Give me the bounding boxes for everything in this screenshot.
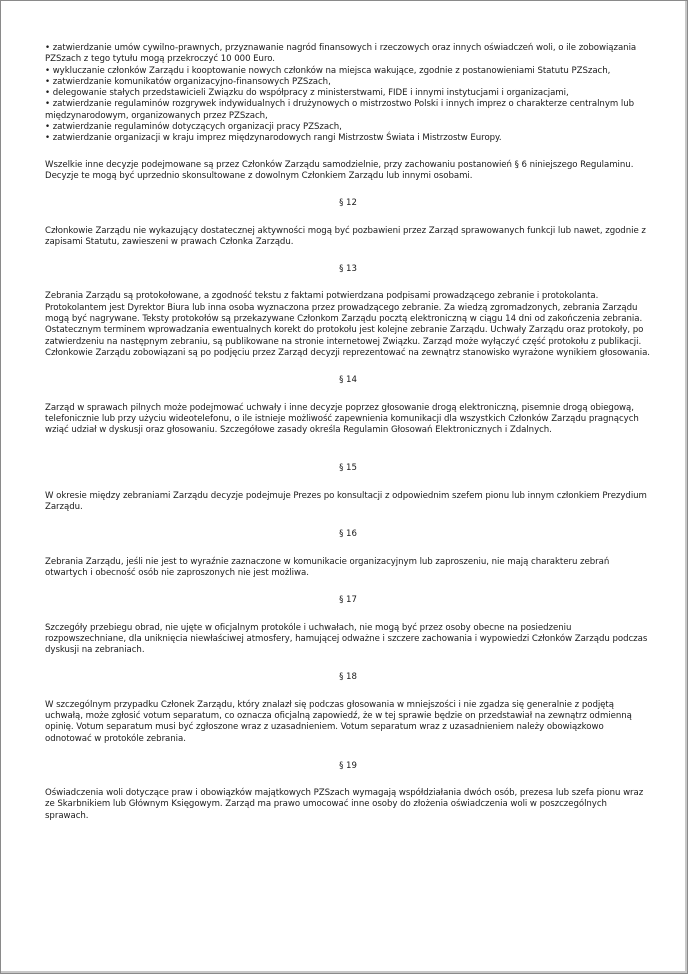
bullet-item: • delegowanie stałych przedstawicieli Związku do współpracy z ministerstwami, FIDE i innymi instytucjami i organizacjami, (45, 88, 651, 99)
section-number: § 17 (339, 595, 357, 606)
bullet-item: • zatwierdzanie regulaminów dotyczących organizacji pracy PZSzach, (45, 122, 651, 133)
intro-paragraph: Wszelkie inne decyzje podejmowane są przez Członków Zarządu samodzielnie, przy zachowaniu postanowień § 6 niniejszego Regulaminu. Decyzje te mogą być uprzednio skonsultowane z dowolnym Członkiem Zarządu lub innymi osobami. (45, 159, 634, 181)
bullet-item: • zatwierdzanie umów cywilno-prawnych, przyznawanie nagród finansowych i rzeczowych oraz innych oświadczeń woli, o ile zobowiązania PZSzach z tego tytułu mogą przekroczyć 10 000 Euro. (45, 43, 651, 66)
bullet-list (45, 43, 651, 145)
section-paragraph: Członkowie Zarządu nie wykazujący dostatecznej aktywności mogą być pozbawieni przez Zarząd sprawowanych funkcji lub nawet, zgodnie z zapisami Statutu, zawieszeni w prawach Członka Zarządu. (45, 225, 646, 247)
document-body (45, 43, 651, 822)
bullet-item: • zatwierdzanie regulaminów rozgrywek indywidualnych i drużynowych o mistrzostwo Polski i innych imprez o charakterze centralnym lub międzynarodowym, organizowanych przez PZSzach, (45, 99, 651, 122)
section-number: § 15 (339, 463, 357, 474)
section-number: § 13 (339, 264, 357, 275)
section-paragraph: Oświadczenia woli dotyczące praw i obowiązków majątkowych PZSzach wymagają współdziałania dwóch osób, prezesa lub szefa pionu wraz ze Skarbnikiem lub Głównym Księgowym. Zarząd ma prawo umocować inne osoby do złożenia oświadczenia woli w poszczególnych sprawach. (45, 788, 644, 821)
bullet-item: • zatwierdzanie komunikatów organizacyjno-finansowych PZSzach, (45, 77, 651, 88)
section-paragraph: W szczególnym przypadku Członek Zarządu, który znalazł się podczas głosowania w mniejszości i nie zgadza się generalnie z podjętą uchwałą, może zgłosić votum separatum, co oznacza oficjalną zapowiedź, że w tej sprawie będzie on przedstawiał na zewnątrz odmienną opinię. Votum separatum musi być zgłoszone wraz z uzasadnieniem. Votum separatum wraz z uzasadnieniem należy obowiązkowo odnotować w protokóle zebrania. (45, 699, 632, 744)
section-number: § 19 (339, 760, 357, 771)
section-number: § 14 (339, 375, 357, 386)
section-paragraph: Zebrania Zarządu są protokołowane, a zgodność tekstu z faktami potwierdzana podpisami prowadzącego zebranie i protokolanta. Protokolantem jest Dyrektor Biura lub inna osoba wyznaczona przez prowadzącego zebranie. Za wiedzą zgromadzonych, zebrania Zarządu mogą być nagrywane. Teksty protokołów są przekazywane Członkom Zarządu pocztą elektroniczną w ciągu 14 dni od zakończenia zebrania. Ostatecznym terminem wprowadzania ewentualnych korekt do protokołu jest kolejne zebranie Zarządu. Uchwały Zarządu oraz protokoły, po zatwierdzeniu na następnym zebraniu, są publikowane na stronie internetowej Związku. Zarząd może wyłączyć część protokołu z publikacji. Członkowie Zarządu zobowiązani są po podjęciu przez Zarząd decyzji reprezentować na zewnątrz stanowisko wyrażone wynikiem głosowania. (45, 291, 650, 358)
section-paragraph: Szczegóły przebiegu obrad, nie ujęte w oficjalnym protokóle i uchwałach, nie mogą być przez osoby obecne na posiedzeniu rozpowszechniane, dla uniknięcia niewłaściwej atmosfery, hamującej odważne i szczere zachowania i wypowiedzi Członków Zarządu podczas dyskusji na zebraniach. (45, 622, 648, 656)
bullet-item: • wykluczanie członków Zarządu i kooptowanie nowych członków na miejsca wakujące, zgodnie z postanowieniami Statutu PZSzach, (45, 66, 651, 77)
section-paragraph: Zebrania Zarządu, jeśli nie jest to wyraźnie zaznaczone w komunikacie organizacyjnym lub zaproszeniu, nie mają charakteru zebrań otwartych i obecność osób nie zaproszonych nie jest możliwa. (45, 556, 610, 578)
section-paragraph: W okresie między zebraniami Zarządu decyzje podejmuje Prezes po konsultacji z odpowiednim szefem pionu lub innym członkiem Prezydium Zarządu. (45, 490, 647, 513)
section-paragraph: Zarząd w sprawach pilnych może podejmować uchwały i inne decyzje poprzez głosowanie drogą elektroniczną, pisemnie drogą obiegową, telefonicznie lub przy użyciu wideotelefonu, o ile istnieje możliwość zapewnienia komunikacji dla wszystkich Członków Zarządu pragnących wziąć udział w dyskusji oraz głosowaniu. Szczegółowe zasady określa Regulamin Głosowań Elektronicznych i Zdalnych. (45, 402, 639, 436)
section-number: § 18 (339, 672, 357, 683)
section-number: § 16 (339, 529, 357, 540)
bullet-item: • zatwierdzanie organizacji w kraju imprez międzynarodowych rangi Mistrzostw Świata i Mistrzostw Europy. (45, 133, 651, 144)
section-number: § 12 (339, 198, 357, 209)
